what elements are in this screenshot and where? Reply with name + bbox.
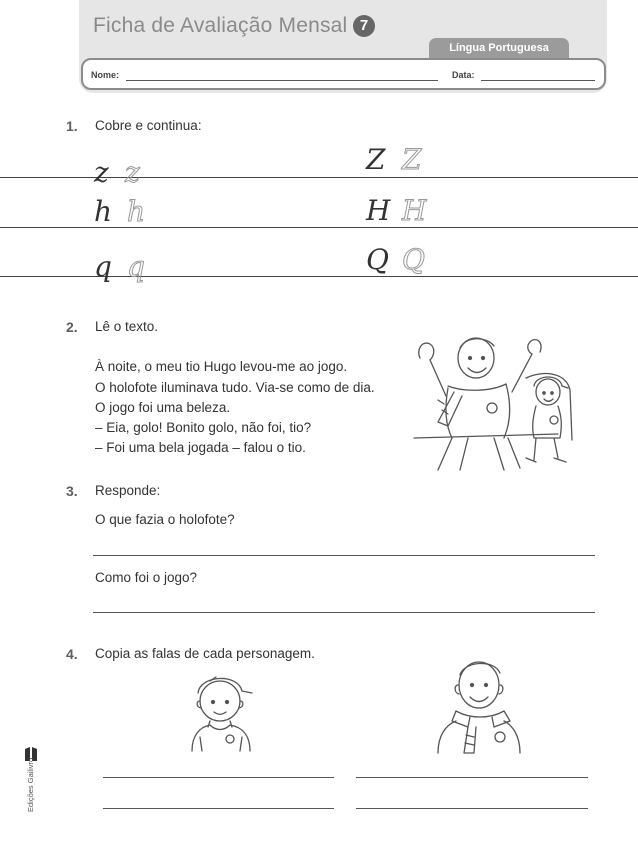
model-letter: Q: [366, 243, 389, 276]
publisher-credit: Edições Gailivro: [26, 757, 35, 812]
q3-prompt: Responde:: [95, 483, 161, 498]
q1-number: 1.: [66, 118, 78, 134]
model-letter: h: [94, 195, 113, 228]
name-date-box: [81, 58, 606, 90]
page-title: Ficha de Avaliação Mensal: [93, 14, 348, 37]
q2-prompt: Lê o texto.: [95, 319, 159, 334]
model-letter: z: [94, 156, 109, 189]
answer-line-uncle[interactable]: [356, 808, 588, 809]
q2-number: 2.: [66, 319, 78, 335]
trace-letter[interactable]: q: [127, 250, 145, 283]
model-letter: H: [366, 194, 391, 227]
trace-letter[interactable]: H: [402, 194, 427, 227]
q4-number: 4.: [66, 646, 78, 662]
date-field[interactable]: [481, 80, 595, 81]
story-line: – Foi uma bela jogada – falou o tio.: [95, 440, 306, 455]
name-label: Nome:: [91, 70, 120, 80]
answer-line[interactable]: [93, 612, 595, 613]
q3-question: Como foi o jogo?: [95, 570, 198, 585]
model-letter: Z: [366, 143, 386, 176]
answer-line[interactable]: [93, 555, 595, 556]
answer-line-uncle[interactable]: [356, 777, 588, 778]
q3-question: O que fazia o holofote?: [95, 512, 235, 527]
answer-line-boy[interactable]: [103, 808, 334, 809]
trace-letter[interactable]: Z: [402, 143, 422, 176]
trace-letter[interactable]: h: [127, 195, 146, 228]
answer-line-boy[interactable]: [103, 777, 334, 778]
uncle-and-nephew-illustration: [408, 330, 584, 476]
q4-prompt: Copia as falas de cada personagem.: [95, 646, 315, 661]
worksheet-number-badge: 7: [353, 15, 375, 37]
boy-illustration: [180, 667, 262, 753]
story-line: – Eia, golo! Bonito golo, não foi, tio?: [95, 420, 312, 435]
subject-tab: Língua Portuguesa: [429, 38, 569, 58]
model-letter: q: [94, 250, 112, 283]
trace-letter[interactable]: z: [125, 156, 140, 189]
q3-number: 3.: [66, 483, 78, 499]
story-line: O holofote iluminava tudo. Via-se como de dia.: [95, 380, 375, 395]
q1-prompt: Cobre e continua:: [95, 118, 202, 133]
trace-letter[interactable]: Q: [402, 243, 425, 276]
date-label: Data:: [452, 70, 475, 80]
uncle-illustration: [430, 655, 528, 755]
story-line: O jogo foi uma beleza.: [95, 400, 231, 415]
name-field[interactable]: [126, 80, 438, 81]
story-line: À noite, o meu tio Hugo levou-me ao jogo.: [95, 359, 348, 374]
